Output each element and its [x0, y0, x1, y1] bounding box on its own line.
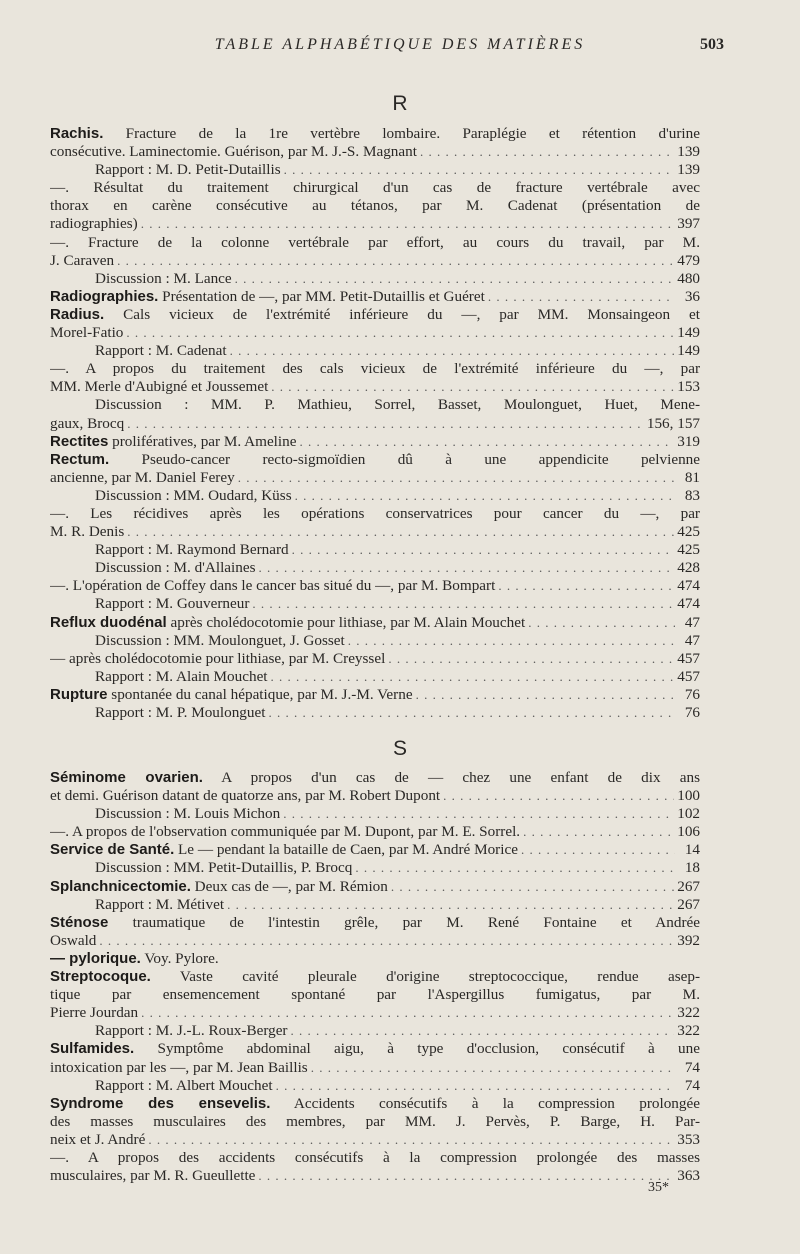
entry-text: [50, 179, 700, 197]
entry-text: [50, 1059, 308, 1077]
index-line: [50, 823, 700, 841]
leader-dots: [292, 541, 675, 559]
entry-body: Rapport : M. J.-L. Roux-Berger: [95, 1022, 288, 1040]
entry-body: traumatique de l'intestin grêle, par M. René Fontaine et Andrée: [108, 913, 700, 931]
entry-body: Oswald: [50, 931, 97, 949]
entry-text: [50, 1113, 700, 1131]
leader-dots: [141, 215, 675, 233]
index-line: [50, 234, 700, 252]
entry-body: Vaste cavité pleurale d'origine streptococcique, rendue asep-: [150, 968, 700, 986]
index-line: [50, 1095, 700, 1113]
leader-dots: [258, 1167, 674, 1185]
index-line: [50, 505, 700, 523]
index-line: [50, 523, 700, 541]
entry-page-number: 139: [677, 143, 700, 161]
entry-text: [95, 541, 289, 559]
entry-heading: Sténose: [50, 913, 109, 931]
entry-page-number: 76: [684, 685, 700, 703]
entry-body: —. A propos du traitement des cals vicieux de l'extrémité inférieure du —, par: [50, 360, 700, 378]
leader-dots: [391, 878, 674, 896]
entry-body: Discussion : M. d'Allaines: [95, 559, 256, 577]
entry-text: [50, 469, 235, 487]
entry-text: [95, 161, 281, 179]
leader-dots: [271, 668, 675, 686]
entry-page-number: 319: [677, 432, 700, 450]
index-line: [50, 686, 700, 704]
signature-mark: 35*: [648, 1180, 669, 1195]
entry-body: thorax en carène consécutive au tétanos, par M. Cadenat (présentation de: [50, 197, 700, 215]
entry-body: spontanée du canal hépatique, par M. J.-M. Verne: [107, 685, 413, 703]
entry-page-number: 397: [677, 215, 700, 233]
entry-body: après cholédocotomie pour lithiase, par M. Alain Mouchet: [166, 613, 526, 631]
entry-body: prolifératives, par M. Ameline: [108, 432, 297, 450]
entry-page-number: 74: [684, 1058, 700, 1076]
index-line: [50, 252, 700, 270]
index-line: [50, 859, 700, 877]
entry-text: [50, 1149, 700, 1167]
entry-page-number: 149: [677, 324, 700, 342]
entry-body: ancienne, par M. Daniel Ferey: [50, 468, 235, 486]
index-line: [50, 968, 700, 986]
index-line: [50, 360, 700, 378]
index-line: [50, 1167, 700, 1185]
entry-body: Symptôme abdominal aigu, à type d'occlusion, consécutif à une: [134, 1040, 700, 1058]
entry-text: [95, 270, 232, 288]
entry-page-number: 156, 157: [646, 414, 700, 432]
entry-text: [50, 1131, 145, 1149]
entry-page-number: 392: [677, 931, 700, 949]
entry-body: Discussion : MM. Petit-Dutaillis, P. Brocq: [95, 859, 353, 877]
entry-text: [95, 487, 292, 505]
entry-text: [50, 914, 700, 932]
entry-page-number: 76: [684, 704, 700, 721]
entry-page-number: 139: [677, 161, 700, 179]
index-line: [50, 215, 700, 233]
entry-page-number: 267: [677, 877, 700, 895]
index-line: [50, 143, 700, 161]
entry-page-number: 322: [677, 1004, 700, 1022]
entry-text: [95, 342, 227, 360]
entry-page-number: 363: [677, 1167, 700, 1185]
entry-heading: Rectum.: [50, 450, 110, 468]
entry-text: [50, 451, 700, 469]
leader-dots: [259, 559, 675, 577]
entry-heading: Radiographies.: [50, 287, 159, 305]
leader-dots: [126, 324, 674, 342]
section-s-entries: [50, 769, 700, 1185]
index-line: [50, 614, 700, 632]
leader-dots: [276, 1077, 675, 1095]
entry-text: [50, 878, 388, 896]
index-line: [50, 288, 700, 306]
index-line: [50, 1113, 700, 1131]
entry-body: Présentation de —, par MM. Petit-Dutaillis et Guéret: [158, 287, 485, 305]
index-line: [50, 451, 700, 469]
entry-text: [50, 324, 123, 342]
entry-text: [95, 805, 280, 823]
leader-dots: [388, 650, 674, 668]
leader-dots: [291, 1022, 675, 1040]
leader-dots: [416, 686, 675, 704]
entry-text: [50, 234, 700, 252]
entry-text: [50, 787, 440, 805]
entry-body: Rapport : M. Albert Mouchet: [95, 1076, 273, 1094]
entry-body: intoxication par les —, par M. Jean Baillis: [50, 1058, 308, 1076]
entry-heading: Rectites: [50, 432, 109, 450]
entry-page-number: 83: [684, 486, 700, 504]
entry-heading: Rupture: [50, 685, 108, 703]
index-line: [50, 577, 700, 595]
entry-body: —. A propos de l'observation communiquée par M. Dupont, par M. E. Sorrel.: [50, 823, 521, 841]
entry-heading: Splanchnicectomie.: [50, 877, 191, 895]
leader-dots: [528, 614, 675, 632]
index-line: [50, 1131, 700, 1149]
entry-text: [50, 125, 700, 143]
entry-heading: Reflux duodénal: [50, 613, 167, 631]
entry-body: Rapport : M. P. Moulonguet: [95, 704, 266, 721]
entry-heading: Syndrome des ensevelis.: [50, 1094, 271, 1112]
entry-body: Voy. Pylore.: [140, 949, 219, 967]
entry-page-number: 322: [677, 1022, 700, 1040]
entry-text: [50, 1040, 700, 1058]
leader-dots: [230, 342, 675, 360]
entry-heading: — pylorique.: [50, 949, 141, 967]
section-letter-s: S: [392, 737, 407, 760]
entry-body: Discussion : MM. P. Mathieu, Sorrel, Basset, Moulonguet, Huet, Mene-: [95, 396, 700, 414]
entry-page-number: 457: [677, 667, 700, 685]
leader-dots: [311, 1059, 675, 1077]
entry-text: [50, 968, 700, 986]
entry-body: tique par ensemencement spontané par l'Aspergillus fumigatus, par M.: [50, 986, 700, 1004]
index-line: [50, 950, 700, 968]
entry-heading: Rachis.: [50, 125, 104, 142]
leader-dots: [235, 270, 675, 288]
entry-page-number: 14: [684, 841, 700, 859]
entry-text: [95, 668, 268, 686]
entry-page-number: 74: [684, 1076, 700, 1094]
entry-text: [95, 559, 256, 577]
entry-text: [50, 1004, 138, 1022]
entry-text: [50, 433, 296, 451]
entry-text: [95, 896, 224, 914]
index-line: [50, 787, 700, 805]
leader-dots: [283, 805, 674, 823]
leader-dots: [299, 433, 674, 451]
entry-text: [50, 950, 219, 968]
entry-page-number: 18: [684, 859, 700, 877]
entry-body: — après cholédocotomie pour lithiase, par M. Creyssel: [50, 649, 386, 667]
index-line: [50, 342, 700, 360]
index-line: [50, 805, 700, 823]
leader-dots: [148, 1131, 674, 1149]
entry-body: Rapport : M. Raymond Bernard: [95, 541, 289, 559]
index-line: [50, 559, 700, 577]
entry-body: Discussion : MM. Moulonguet, J. Gosset: [95, 631, 345, 649]
entry-text: [50, 1095, 700, 1113]
leader-dots: [498, 577, 674, 595]
index-line: [50, 1040, 700, 1058]
index-line: [50, 769, 700, 787]
entry-body: —. L'opération de Coffey dans le cancer bas situé du —, par M. Bompart: [50, 577, 496, 595]
entry-body: des masses musculaires des membres, par MM. J. Pervès, P. Barge, H. Par-: [50, 1112, 700, 1130]
entry-page-number: 106: [677, 823, 700, 841]
entry-heading: Radius.: [50, 305, 105, 323]
index-line: [50, 668, 700, 686]
entry-text: [50, 143, 417, 161]
entry-body: J. Caraven: [50, 251, 115, 269]
entry-page-number: 353: [677, 1130, 700, 1148]
entry-page-number: 81: [684, 468, 700, 486]
entry-text: [50, 650, 385, 668]
leader-dots: [355, 859, 675, 877]
index-line: [50, 595, 700, 613]
leader-dots: [227, 896, 674, 914]
entry-heading: Séminome ovarien.: [50, 769, 203, 786]
entry-page-number: 267: [677, 895, 700, 913]
entry-page-number: 47: [684, 613, 700, 631]
entry-text: [50, 378, 268, 396]
index-line: [50, 1149, 700, 1167]
leader-dots: [268, 704, 675, 722]
entry-body: Pseudo-cancer recto-sigmoïdien dû à une appendicite pelvienne: [109, 450, 700, 468]
index-line: [50, 378, 700, 396]
index-line: [50, 1077, 700, 1095]
entry-body: consécutive. Laminectomie. Guérison, par M. J.-S. Magnant: [50, 143, 417, 161]
entry-body: neix et J. André: [50, 1130, 146, 1148]
index-line: [50, 197, 700, 215]
entry-body: Rapport : M. Alain Mouchet: [95, 667, 268, 685]
entry-body: Le — pendant la bataille de Caen, par M. André Morice: [174, 841, 518, 859]
leader-dots: [284, 161, 675, 179]
entry-text: [50, 415, 124, 433]
entry-body: MM. Merle d'Aubigné et Joussemet: [50, 378, 269, 396]
entry-text: [50, 932, 96, 950]
entry-body: Pierre Jourdan: [50, 1004, 139, 1022]
entry-heading: Streptocoque.: [50, 968, 151, 986]
index-line: [50, 541, 700, 559]
leader-dots: [117, 252, 674, 270]
entry-text: [50, 197, 700, 215]
leader-dots: [271, 378, 674, 396]
entry-body: M. R. Denis: [50, 523, 125, 541]
entry-page-number: 479: [677, 251, 700, 269]
leader-dots: [127, 523, 674, 541]
leader-dots: [252, 595, 674, 613]
section-r-entries: [50, 125, 700, 722]
entry-text: [50, 215, 138, 233]
entry-text: [95, 859, 352, 877]
index-line: [50, 1004, 700, 1022]
entry-text: [95, 1077, 273, 1095]
entry-body: Rapport : M. D. Petit-Dutaillis: [95, 161, 281, 179]
index-line: [50, 270, 700, 288]
entry-body: Rapport : M. Gouverneur: [95, 595, 250, 613]
entry-text: [50, 360, 700, 378]
index-line: [50, 415, 700, 433]
index-line: [50, 433, 700, 451]
section-letter-r: R: [392, 92, 408, 115]
index-line: [50, 125, 700, 143]
index-line: [50, 469, 700, 487]
leader-dots: [348, 632, 675, 650]
index-line: [50, 1059, 700, 1077]
leader-dots: [420, 143, 674, 161]
entry-text: [95, 704, 265, 722]
index-line: [50, 650, 700, 668]
entry-page-number: 425: [677, 541, 700, 559]
leader-dots: [523, 823, 674, 841]
leader-dots: [443, 787, 674, 805]
index-line: [50, 841, 700, 859]
index-line: [50, 324, 700, 342]
index-line: [50, 1022, 700, 1040]
entry-page-number: 149: [677, 342, 700, 360]
leader-dots: [99, 932, 674, 950]
entry-text: [50, 823, 520, 841]
page-number: 503: [700, 36, 724, 53]
entry-body: radiographies): [50, 215, 138, 233]
entry-page-number: 474: [677, 595, 700, 613]
entry-page-number: 428: [677, 559, 700, 577]
index-line: [50, 878, 700, 896]
entry-page-number: 425: [677, 523, 700, 541]
entry-body: Rapport : M. Métivet: [95, 895, 225, 913]
entry-page-number: 474: [677, 577, 700, 595]
entry-text: [50, 1167, 255, 1185]
entry-text: [50, 614, 525, 632]
index-line: [50, 161, 700, 179]
entry-text: [50, 686, 413, 704]
leader-dots: [141, 1004, 674, 1022]
leader-dots: [127, 415, 644, 433]
entry-body: Accidents consécutifs à la compression prolongée: [270, 1094, 700, 1112]
entry-body: —. Fracture de la colonne vertébrale par effort, au cours du travail, par M.: [50, 233, 700, 251]
entry-page-number: 100: [677, 787, 700, 805]
entry-body: Cals vicieux de l'extrémité inférieure du —, par MM. Monsaingeon et: [104, 305, 700, 323]
entry-body: Deux cas de —, par M. Rémion: [190, 877, 388, 895]
entry-body: Fracture de la 1re vertèbre lombaire. Paraplégie et rétention d'urine: [103, 125, 700, 142]
entry-body: Discussion : M. Lance: [95, 269, 232, 287]
index-line: [50, 932, 700, 950]
entry-body: —. Les récidives après les opérations conservatrices pour cancer du —, par: [50, 504, 700, 522]
index-line: [50, 914, 700, 932]
leader-dots: [521, 841, 675, 859]
entry-text: [95, 396, 700, 414]
index-line: [50, 896, 700, 914]
entry-body: musculaires, par M. R. Gueullette: [50, 1167, 256, 1185]
leader-dots: [295, 487, 675, 505]
running-title: TABLE ALPHABÉTIQUE DES MATIÈRES: [214, 36, 586, 53]
entry-heading: Service de Santé.: [50, 841, 175, 859]
entry-page-number: 480: [677, 269, 700, 287]
entry-page-number: 102: [677, 805, 700, 823]
entry-body: —. Résultat du traitement chirurgical d'un cas de fracture vertébrale avec: [50, 179, 700, 197]
entry-text: [50, 841, 518, 859]
entry-text: [95, 1022, 288, 1040]
leader-dots: [238, 469, 675, 487]
leader-dots: [488, 288, 675, 306]
index-line: [50, 306, 700, 324]
entry-text: [95, 632, 345, 650]
entry-text: [50, 577, 495, 595]
entry-text: [50, 252, 114, 270]
entry-body: —. A propos des accidents consécutifs à la compression prolongée des masses: [50, 1148, 700, 1166]
entry-body: Discussion : MM. Oudard, Küss: [95, 486, 292, 504]
entry-body: gaux, Brocq: [50, 414, 125, 432]
entry-heading: Sulfamides.: [50, 1040, 135, 1058]
entry-body: et demi. Guérison datant de quatorze ans, par M. Robert Dupont: [50, 787, 441, 805]
index-line: [50, 396, 700, 414]
entry-page-number: 153: [677, 378, 700, 396]
entry-text: [50, 288, 485, 306]
entry-page-number: 36: [684, 287, 700, 305]
entry-page-number: 457: [677, 649, 700, 667]
index-line: [50, 704, 700, 722]
index-line: [50, 986, 700, 1004]
entry-text: [50, 986, 700, 1004]
entry-body: Rapport : M. Cadenat: [95, 342, 227, 360]
entry-body: Morel-Fatio: [50, 324, 124, 342]
entry-text: [50, 505, 700, 523]
entry-text: [95, 595, 249, 613]
index-line: [50, 632, 700, 650]
entry-text: [50, 523, 124, 541]
entry-text: [50, 306, 700, 324]
entry-page-number: 47: [684, 631, 700, 649]
index-line: [50, 487, 700, 505]
entry-text: [50, 769, 700, 787]
entry-body: Discussion : M. Louis Michon: [95, 805, 281, 823]
entry-body: A propos d'un cas de — chez une enfant de dix ans: [202, 769, 700, 786]
index-line: [50, 179, 700, 197]
